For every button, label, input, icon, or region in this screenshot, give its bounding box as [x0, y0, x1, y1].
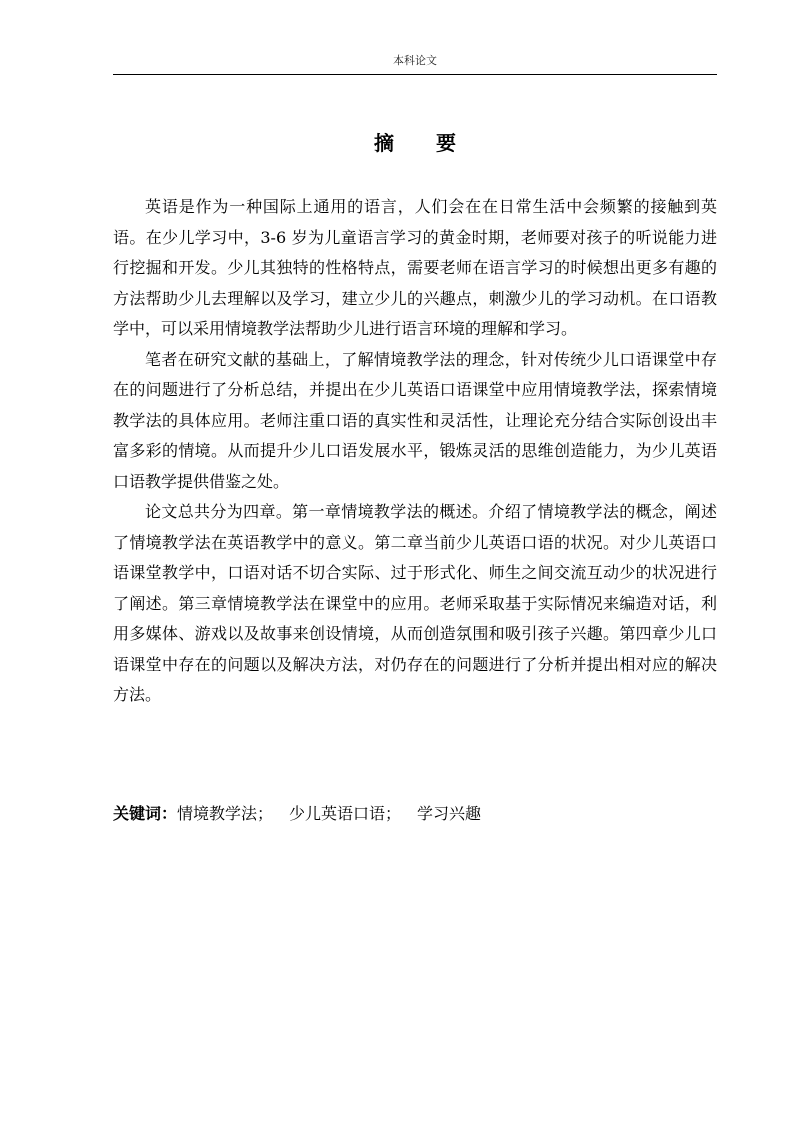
- abstract-title-char-1: 摘: [374, 131, 394, 155]
- abstract-paragraph: 笔者在研究文献的基础上，了解情境教学法的理念，针对传统少儿口语课堂中存在的问题进行了分析总结，并提出在少儿英语口语课堂中应用情境教学法，探索情境教学法的具体应用。老师注重口语的真实性和灵活性，让理论充分结合实际创设出丰富多彩的情境。从而提升少儿口语发展水平，锻炼灵活的思维创造能力，为少儿英语口语教学提供借鉴之处。: [113, 349, 717, 491]
- abstract-title: [113, 130, 717, 156]
- abstract-paragraph: 英语是作为一种国际上通用的语言，人们会在在日常生活中会频繁的接触到英语。在少儿学习中，3-6 岁为儿童语言学习的黄金时期，老师要对孩子的听说能力进行挖掘和开发。少儿其独特的性格特点，需要老师在语言学习的时候想出更多有趣的方法帮助少儿去理解以及学习，建立少儿的兴趣点，刺激少儿的学习动机。在口语教学中，可以采用情境教学法帮助少儿进行语言环境的理解和学习。: [113, 197, 717, 338]
- running-title: 本科论文: [393, 54, 437, 67]
- keyword-item: 少儿英语口语；: [289, 804, 402, 823]
- abstract-paragraph: 论文总共分为四章。第一章情境教学法的概述。介绍了情境教学法的概念，阐述了情境教学法在英语教学中的意义。第二章当前少儿英语口语的状况。对少儿英语口语课堂教学中，口语对话不切合实际、过于形式化、师生之间交流互动少的状况进行了阐述。第三章情境教学法在课堂中的应用。老师采取基于实际情况来编造对话，利用多媒体、游戏以及故事来创设情境，从而创造氛围和吸引孩子兴趣。第四章少儿口语课堂中存在的问题以及解决方法，对仍存在的问题进行了分析并提出相对应的解决方法。: [113, 502, 717, 704]
- keywords-line: [113, 800, 717, 828]
- page-header: [113, 52, 717, 75]
- keywords-label: 关键词：: [113, 804, 178, 823]
- abstract-body: [113, 192, 717, 711]
- keyword-item: 学习兴趣: [417, 804, 482, 823]
- keyword-item: 情境教学法；: [177, 804, 274, 823]
- abstract-title-char-2: 要: [436, 131, 456, 155]
